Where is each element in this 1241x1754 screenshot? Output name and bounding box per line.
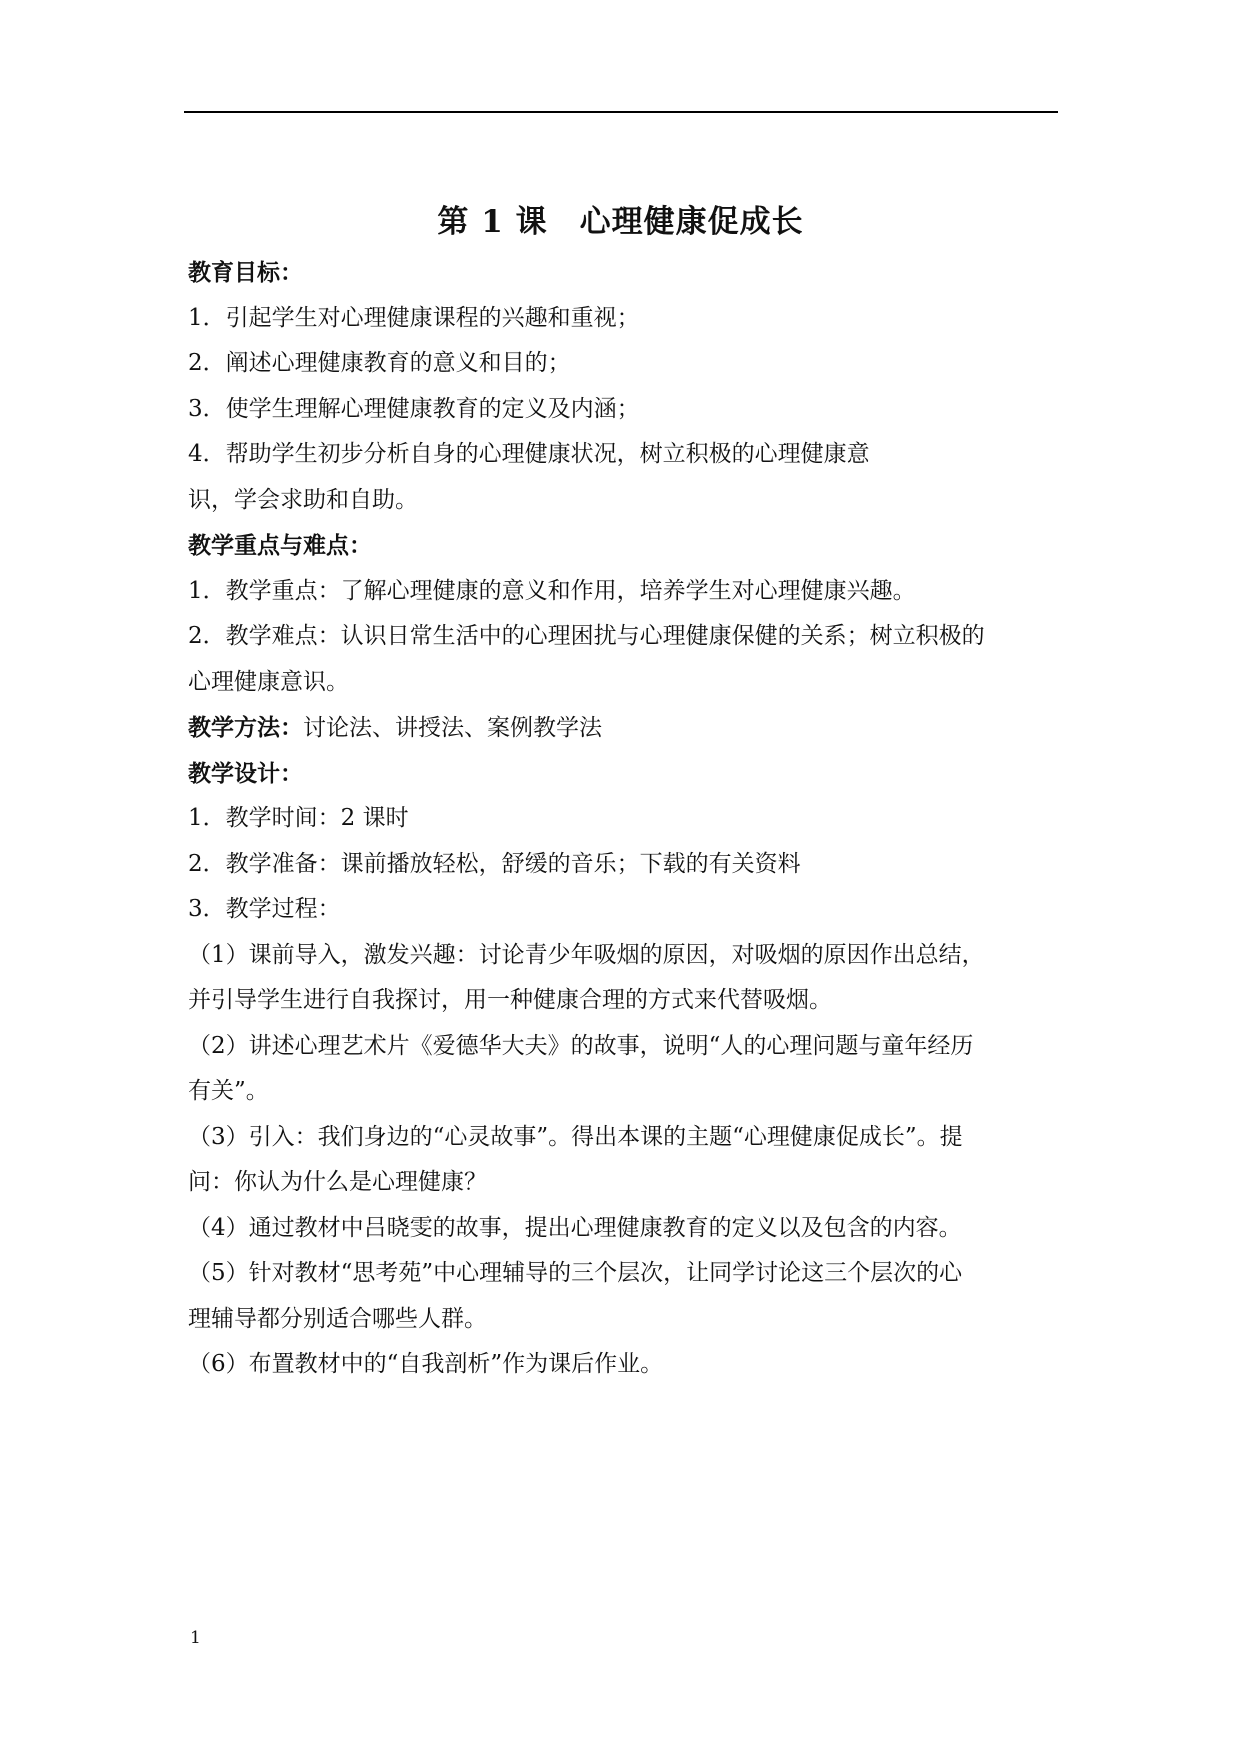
design-item: 3．教学过程： [188,896,341,922]
page-title: 第 1 课 心理健康促成长 [437,204,804,240]
process-step-continued: 并引导学生进行自我探讨，用一种健康合理的方式来代替吸烟。 [188,987,832,1013]
methods-heading: 教学方法： [188,714,303,741]
objective-item: 1．引起学生对心理健康课程的兴趣和重视； [188,304,640,331]
header-rule [184,111,1058,113]
key-points-heading: 教学重点与难点： [188,532,372,559]
objectives-heading: 教育目标： [188,259,303,286]
design-item: 1．教学时间：2 课时 [188,805,409,831]
process-step-continued: 问：你认为什么是心理健康？ [188,1169,487,1195]
process-step: （3）引入：我们身边的“心灵故事”。得出本课的主题“心理健康促成长”。提 [188,1123,963,1150]
process-step-continued: 理辅导都分别适合哪些人群。 [188,1305,487,1332]
methods-line [188,705,1058,751]
methods-text: 讨论法、讲授法、案例教学法 [303,715,602,741]
document-body [188,250,1058,1388]
key-point-item: 2．教学难点：认识日常生活中的心理困扰与心理健康保健的关系；树立积极的 [188,623,985,649]
objective-item: 2．阐述心理健康教育的意义和目的； [188,350,571,376]
design-item: 2．教学准备：课前播放轻松，舒缓的音乐；下载的有关资料 [188,850,801,877]
process-step: （2）讲述心理艺术片《爱德华大夫》的故事，说明“人的心理问题与童年经历 [188,1032,974,1059]
process-step: （1）课前导入，激发兴趣：讨论青少年吸烟的原因，对吸烟的原因作出总结， [188,941,985,968]
objective-item: 4．帮助学生初步分析自身的心理健康状况，树立积极的心理健康意 [188,441,870,467]
objective-item-continued: 识，学会求助和自助。 [188,486,418,513]
key-point-item: 1．教学重点：了解心理健康的意义和作用，培养学生对心理健康兴趣。 [188,577,916,604]
process-step: （4）通过教材中吕晓雯的故事，提出心理健康教育的定义以及包含的内容。 [188,1214,962,1241]
process-step: （5）针对教材“思考苑”中心理辅导的三个层次，让同学讨论这三个层次的心 [188,1260,963,1286]
process-step-continued: 有关”。 [188,1078,269,1104]
page-number: 1 [190,1628,201,1648]
process-step: （6）布置教材中的“自我剖析”作为课后作业。 [188,1351,664,1377]
objective-item: 3．使学生理解心理健康教育的定义及内涵； [188,395,640,422]
key-point-item-continued: 心理健康意识。 [188,668,349,695]
design-heading: 教学设计： [188,759,303,787]
